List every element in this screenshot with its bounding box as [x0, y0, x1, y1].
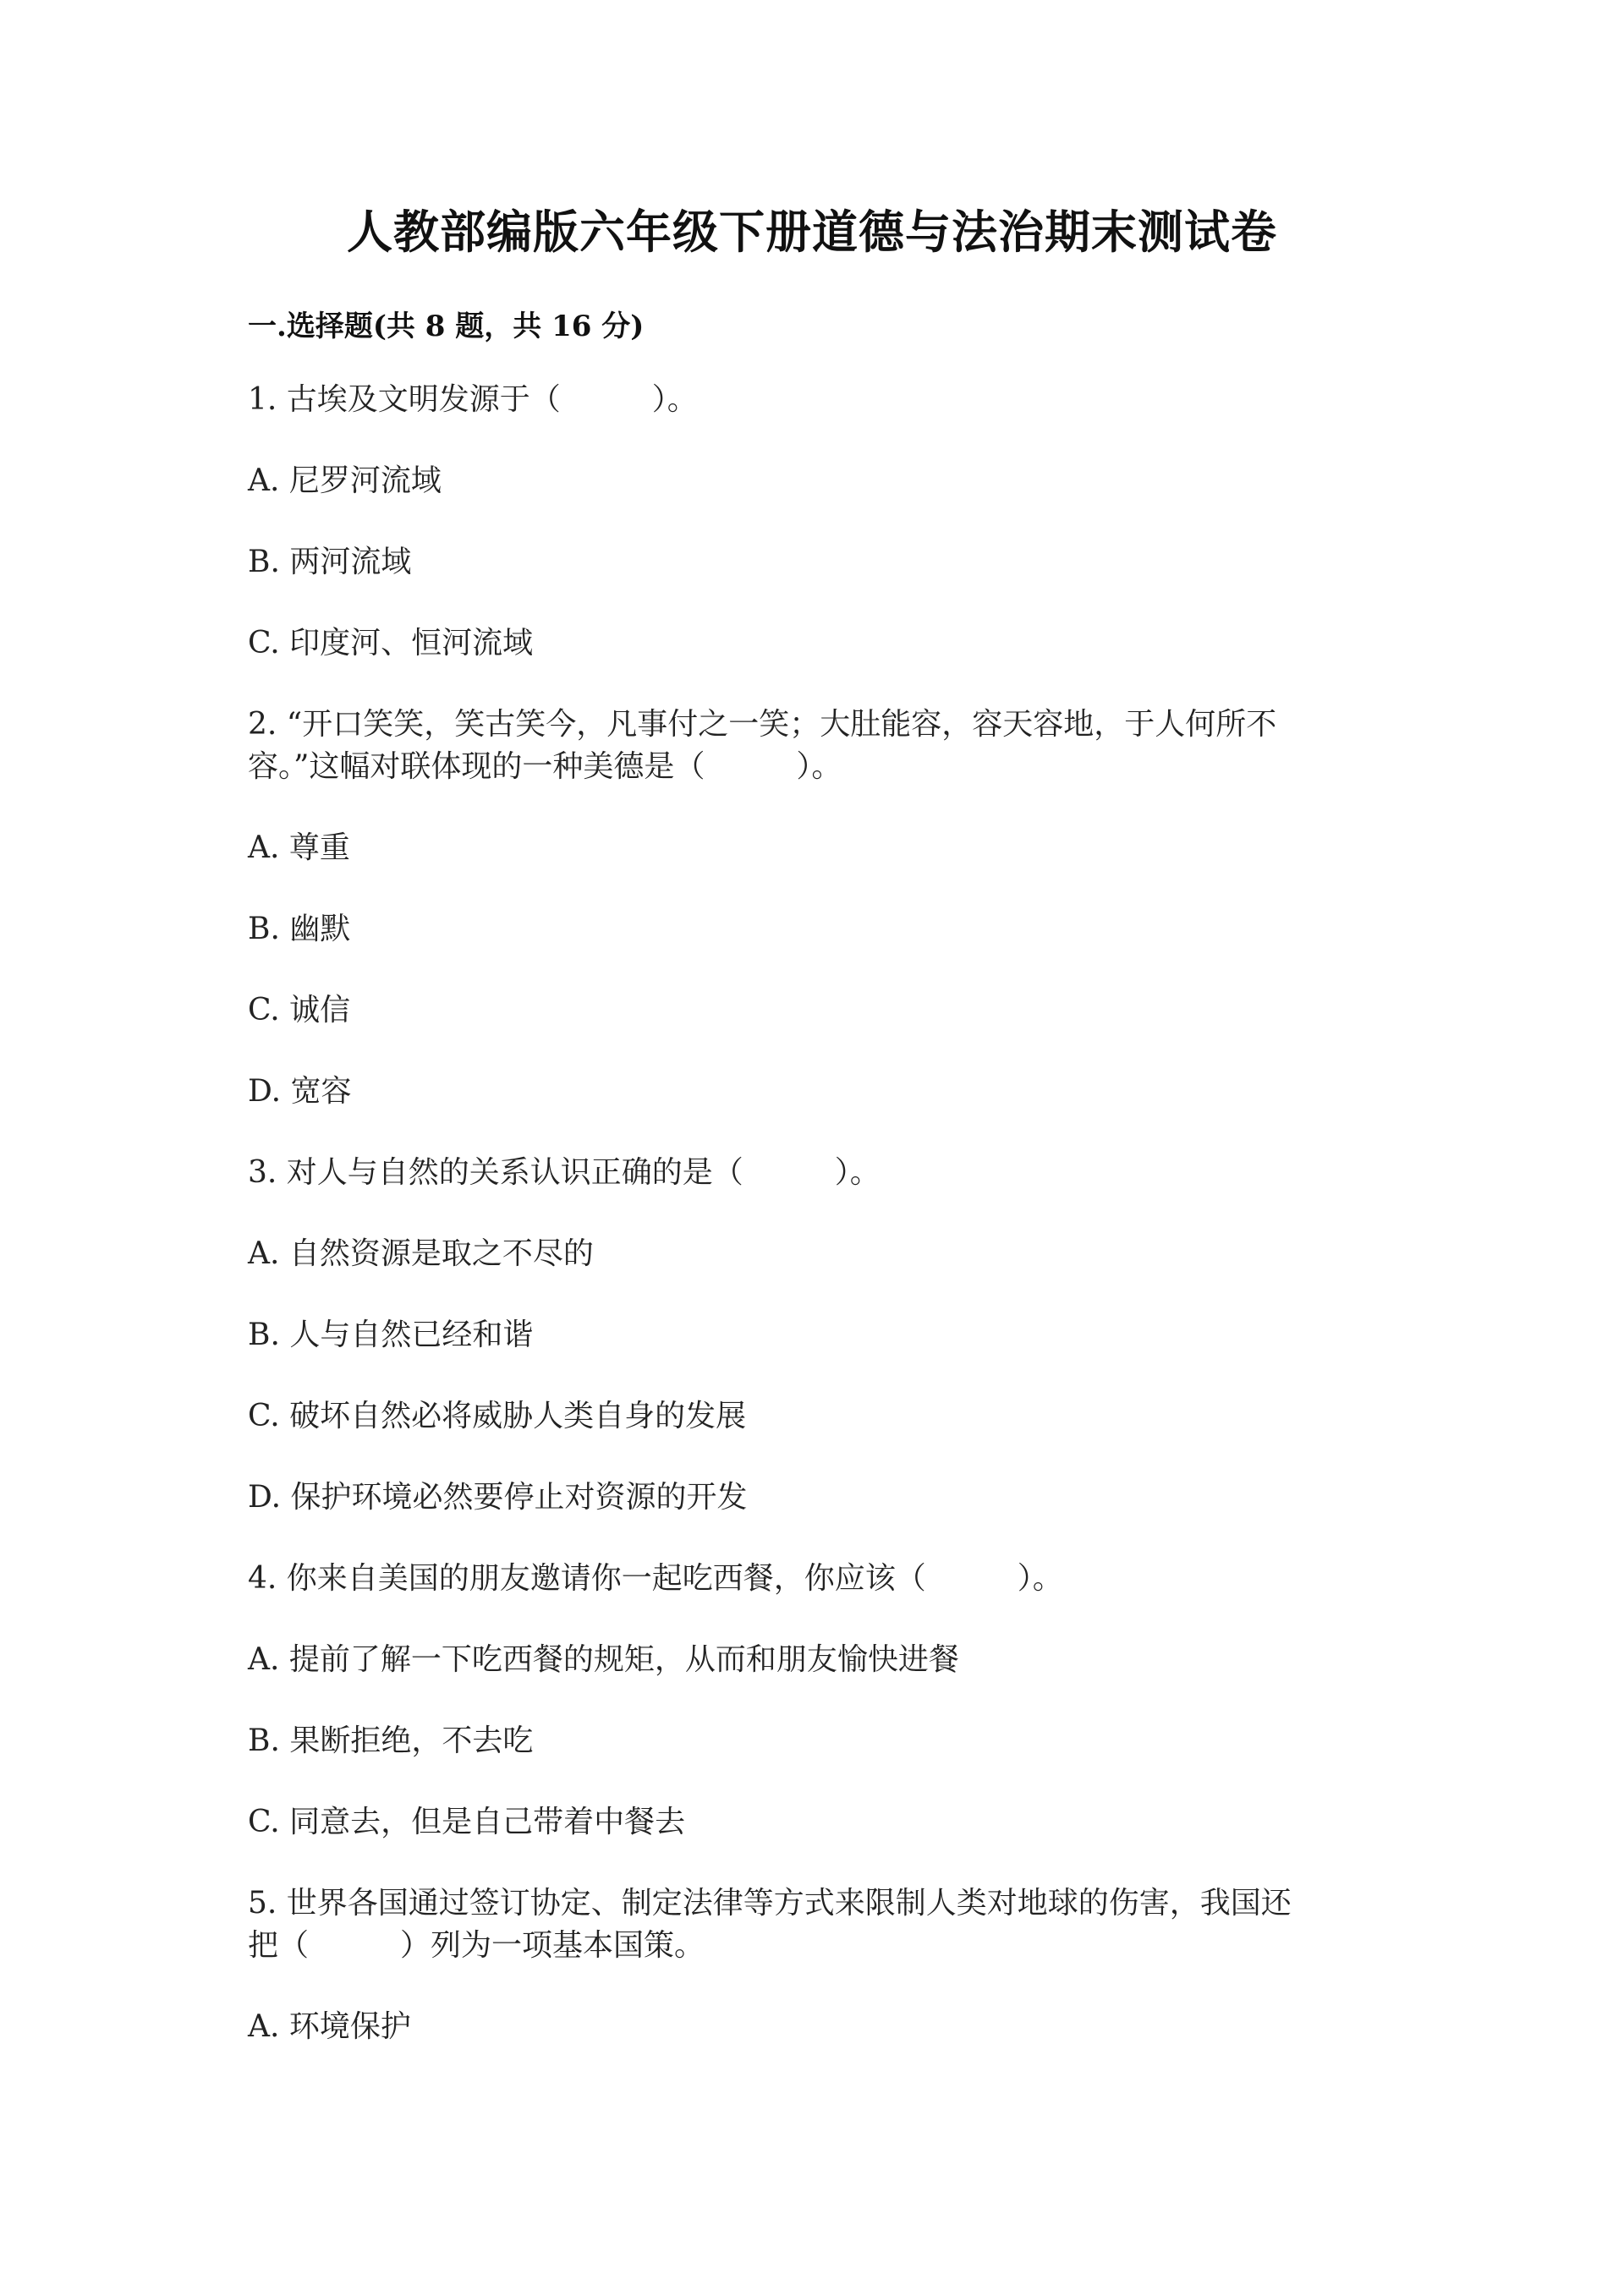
- question-1-option-c: C. 印度河、恒河流域: [248, 626, 534, 660]
- question-3-option-b: B. 人与自然已经和谐: [248, 1318, 534, 1352]
- question-1-option-a: A. 尼罗河流域: [248, 463, 442, 498]
- question-2-option-a: A. 尊重: [248, 830, 350, 865]
- question-3-option-d: D. 保护环境必然要停止对资源的开发: [248, 1480, 748, 1515]
- question-2-option-c: C. 诚信: [248, 993, 351, 1027]
- question-2-option-d: D. 宽容: [248, 1074, 352, 1109]
- question-4-stem: 4. 你来自美国的朋友邀请你一起吃西餐，你应该（ ）。: [248, 1561, 1063, 1596]
- section-heading: 一.选择题(共 8 题，共 16 分): [248, 310, 645, 343]
- question-2-stem-line-2: 容。”这幅对联体现的一种美德是（ ）。: [248, 749, 842, 784]
- question-3-option-a: A. 自然资源是取之不尽的: [248, 1236, 594, 1271]
- question-3-option-c: C. 破坏自然必将威胁人类自身的发展: [248, 1399, 747, 1433]
- question-5-stem-line-1: 5. 世界各国通过签订协定、制定法律等方式来限制人类对地球的伤害，我国还: [248, 1886, 1292, 1921]
- question-4-option-c: C. 同意去，但是自己带着中餐去: [248, 1805, 686, 1839]
- question-3-stem: 3. 对人与自然的关系认识正确的是（ ）。: [248, 1155, 881, 1190]
- question-1-stem: 1. 古埃及文明发源于（ ）。: [248, 382, 698, 417]
- question-4-option-b: B. 果断拒绝，不去吃: [248, 1723, 534, 1758]
- question-2-stem-line-1: 2. “开口笑笑，笑古笑今，凡事付之一笑；大肚能容，容天容地，于人何所不: [248, 707, 1277, 742]
- question-1-option-b: B. 两河流域: [248, 545, 412, 579]
- page-title: 人教部编版六年级下册道德与法治期末测试卷: [347, 205, 1277, 259]
- question-4-option-a: A. 提前了解一下吃西餐的规矩，从而和朋友愉快进餐: [248, 1642, 959, 1677]
- question-5-stem-line-2: 把（ ）列为一项基本国策。: [248, 1928, 705, 1963]
- question-2-option-b: B. 幽默: [248, 912, 351, 946]
- question-5-option-a: A. 环境保护: [248, 2009, 411, 2044]
